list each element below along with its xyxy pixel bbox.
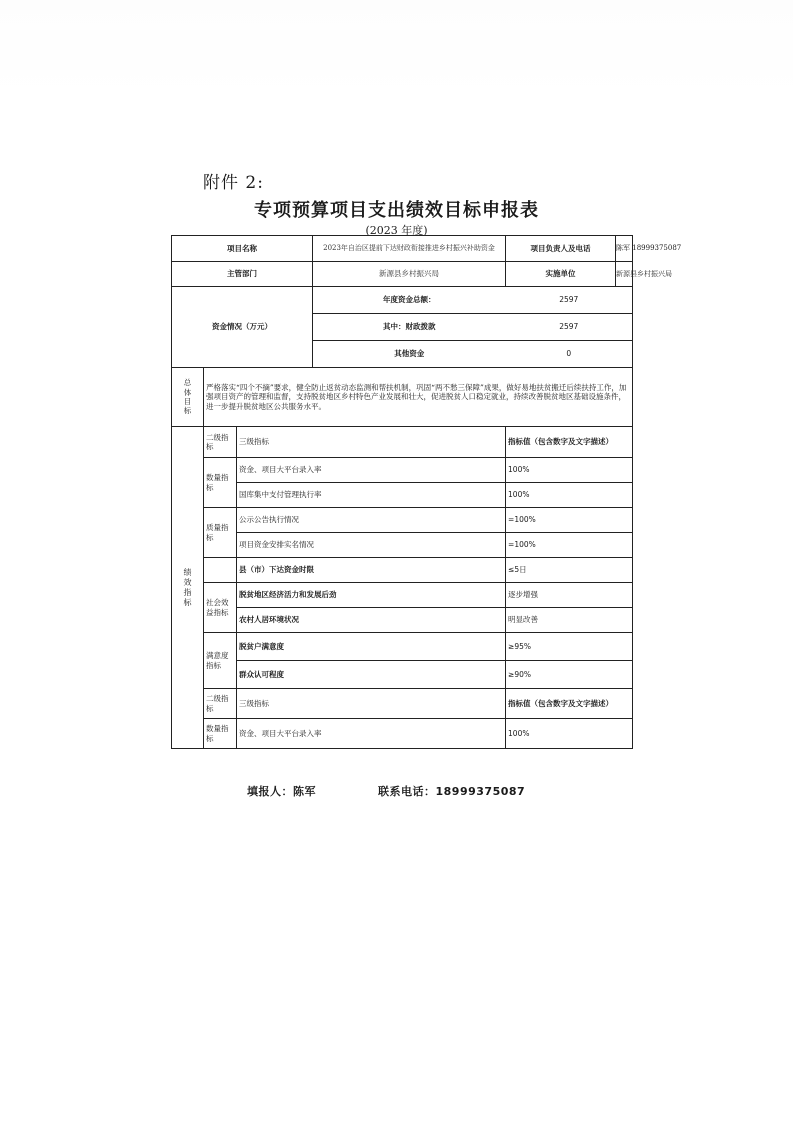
perf-level3: 群众认可程度	[237, 661, 506, 689]
form-year: (2023 年度)	[365, 224, 428, 237]
perf-level3: 项目资金安排实名情况	[237, 533, 506, 558]
perf-level3: 国库集中支付管理执行率	[237, 483, 506, 508]
filler-name: 填报人：陈军	[247, 785, 316, 798]
perf-header-level2: 二级指标	[204, 427, 237, 458]
perf-level2-social: 社会效益指标	[204, 583, 237, 633]
performance-label: 绩效指标	[172, 427, 204, 749]
perf-level3: 农村人居环境状况	[237, 608, 506, 633]
form-title: 专项预算项目支出绩效目标申报表	[254, 200, 539, 221]
perf-level3: 资金、项目大平台录入率	[237, 458, 506, 483]
perf-value: 逐步增强	[506, 583, 633, 608]
impl-value: 新源县乡村振兴局	[616, 262, 633, 287]
perf-value: ≤5日	[506, 558, 633, 583]
perf-level3: 脱贫地区经济活力和发展后劲	[237, 583, 506, 608]
perf-repeat-header-row	[172, 689, 633, 719]
funds-total-label: 年度资金总额：	[313, 287, 506, 314]
perf-value: 100%	[506, 458, 633, 483]
project-name-label: 项目名称	[172, 236, 313, 262]
perf-level3: 公示公告执行情况	[237, 508, 506, 533]
contact-phone: 联系电话：18999375087	[378, 785, 526, 798]
dept-value: 新源县乡村振兴局	[313, 262, 506, 287]
funds-row-total	[172, 287, 633, 314]
perf-repeat-level3: 三级指标	[237, 689, 506, 719]
perf-value: ≥90%	[506, 661, 633, 689]
perf-row	[172, 633, 633, 661]
funds-fiscal-label: 其中：财政拨款	[313, 314, 506, 341]
performance-target-form	[171, 235, 682, 749]
project-name-value: 2023年自治区提前下达财政衔接推进乡村振兴补助资金	[313, 236, 506, 262]
impl-label: 实施单位	[506, 262, 616, 287]
scan-background	[0, 0, 793, 100]
perf-row	[172, 533, 633, 558]
perf-level2-quantity: 数量指标	[204, 458, 237, 508]
attachment-label: 附件 2:	[203, 173, 264, 193]
perf-level3: 县（市）下达资金时限	[237, 558, 506, 583]
perf-level3: 脱贫户满意度	[237, 633, 506, 661]
perf-header-value: 指标值（包含数字及文字描述）	[506, 427, 633, 458]
funds-total-value: 2597	[506, 287, 633, 314]
overall-target-label: 总体目标	[172, 368, 204, 427]
perf-level2-empty	[204, 558, 237, 583]
perf-header-level3: 三级指标	[237, 427, 506, 458]
overall-target-row	[172, 368, 633, 427]
owner-value: 陈军 18999375087	[616, 236, 633, 262]
perf-repeat-level2: 二级指标	[204, 689, 237, 719]
funds-label: 资金情况（万元）	[172, 287, 313, 368]
perf-row	[172, 583, 633, 608]
perf-value: 明显改善	[506, 608, 633, 633]
project-name-row	[172, 236, 633, 262]
perf-level2-satisfaction: 满意度指标	[204, 633, 237, 689]
perf-repeat-row	[172, 719, 633, 749]
perf-row	[172, 458, 633, 483]
perf-value: 100%	[506, 483, 633, 508]
funds-fiscal-value: 2597	[506, 314, 633, 341]
department-row	[172, 262, 633, 287]
perf-row	[172, 558, 633, 583]
perf-row	[172, 661, 633, 689]
perf-header-row	[172, 427, 633, 458]
overall-target-text: 严格落实“四个不摘”要求，健全防止返贫动态监测和帮扶机制，巩固“两不愁三保障”成果，做好易地扶贫搬迁后续扶持工作，加强项目资产的管理和监督，支持脱贫地区乡村特色产业发展和壮大，促进脱贫人口稳定就业，持续改善脱贫地区基础设施条件，进一步提升脱贫地区公共服务水平。	[204, 368, 633, 427]
perf-row	[172, 508, 633, 533]
perf-repeat-row-value: 100%	[506, 719, 633, 749]
dept-label: 主管部门	[172, 262, 313, 287]
perf-repeat-row-level3: 资金、项目大平台录入率	[237, 719, 506, 749]
perf-value: =100%	[506, 533, 633, 558]
perf-row	[172, 483, 633, 508]
perf-value: =100%	[506, 508, 633, 533]
owner-label: 项目负责人及电话	[506, 236, 616, 262]
perf-repeat-value: 指标值（包含数字及文字描述）	[506, 689, 633, 719]
perf-level2-quality: 质量指标	[204, 508, 237, 558]
funds-other-value: 0	[506, 341, 633, 368]
perf-row	[172, 608, 633, 633]
perf-value: ≥95%	[506, 633, 633, 661]
perf-repeat-row-level2: 数量指标	[204, 719, 237, 749]
funds-other-label: 其他资金	[313, 341, 506, 368]
